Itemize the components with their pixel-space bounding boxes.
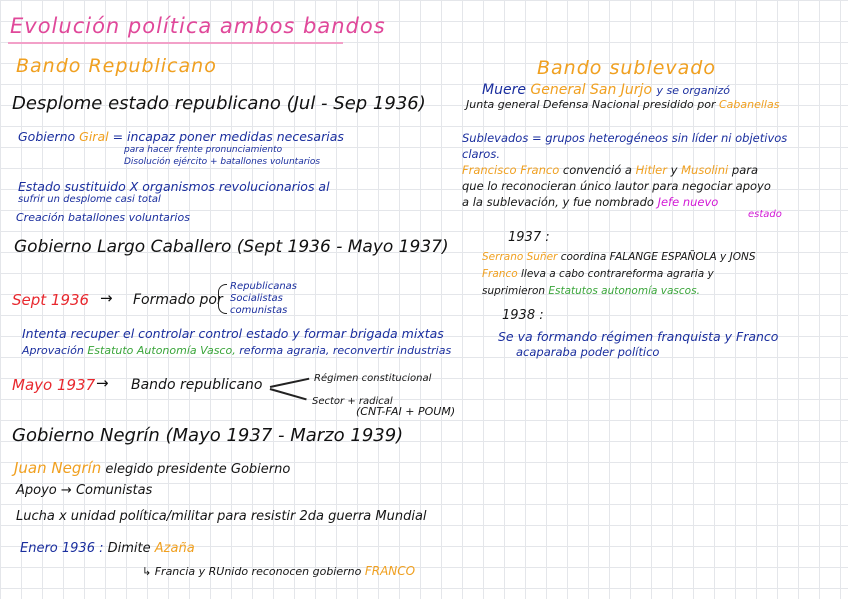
franco-jefe: Jefe nuevo	[657, 195, 719, 209]
francia-text: Francia y RUnido reconocen gobierno	[154, 565, 362, 578]
section-largo-caballero-heading: Gobierno Largo Caballero (Sept 1936 - Mayo 1937)	[14, 237, 449, 257]
giral-sub2: Disolución ejército + batallones voluntarios	[124, 157, 321, 167]
mayo-branch-1: Régimen constitucional	[314, 373, 432, 384]
enero-date: Enero 1936 :	[20, 541, 104, 556]
section-negrin-heading: Gobierno Negrín (Mayo 1937 - Marzo 1939)	[12, 425, 404, 446]
aprobacion-pre: Aprovación	[22, 344, 84, 357]
franco-name: Francisco Franco	[462, 163, 560, 177]
left-header: Bando Republicano	[16, 55, 217, 77]
franco-line3	[462, 196, 718, 209]
franco-t2: para	[731, 163, 759, 177]
apoyo-arrow: →	[60, 483, 72, 498]
giral-sub1: para hacer frente pronunciamiento	[124, 145, 283, 155]
serrano-line	[482, 251, 755, 263]
franco2-line	[482, 268, 714, 280]
sept-item-3: comunistas	[230, 305, 288, 316]
giral-name: Giral	[79, 129, 109, 144]
aprobacion-green: Estatuto Autonomía Vasco,	[87, 344, 236, 357]
sublevados-line1: Sublevados = grupos heterogéneos sin líder ni objetivos	[462, 131, 788, 145]
junta-line	[466, 99, 779, 112]
franco-mussolini: Musolini	[681, 163, 729, 177]
giral-prefix: Gobierno	[18, 129, 76, 144]
negrin-name: Juan Negrín	[14, 459, 102, 477]
regimen-line1: Se va formando régimen franquista y Franco	[498, 329, 779, 344]
aprobacion-line	[22, 345, 451, 358]
section-desplome-heading: Desplome estado republicano (Jul - Sep 1936)	[12, 93, 426, 114]
enero-name: Azaña	[154, 541, 195, 556]
muere-line	[482, 82, 730, 98]
apoyo-line	[16, 484, 152, 499]
title-underline	[8, 42, 343, 44]
mayo-branch-line-2	[270, 388, 307, 400]
right-header: Bando sublevado	[537, 57, 716, 79]
mayo-date: Mayo 1937	[12, 376, 96, 394]
creacion-line: Creación batallones voluntarios	[16, 211, 190, 224]
mayo-arrow: →	[96, 374, 109, 392]
franco-t1: convenció a	[562, 163, 632, 177]
serrano-name: Serrano Suñer	[482, 251, 558, 263]
enero-line	[20, 542, 195, 557]
mayo-branch-2-line2: (CNT-FAI + POUM)	[356, 405, 456, 418]
sublevados-line2: claros.	[462, 147, 500, 161]
sept-text: Formado por	[133, 292, 223, 308]
negrin-text: elegido presidente Gobierno	[105, 462, 291, 477]
year-1938: 1938 :	[502, 308, 544, 323]
lucha-line: Lucha x unidad política/militar para resistir 2da guerra Mundial	[16, 509, 427, 524]
aprobacion-post: reforma agraria, reconvertir industrias	[239, 344, 452, 357]
muere-name: General San Jurjo	[530, 82, 653, 98]
franco2-name: Franco	[482, 268, 518, 280]
suprimieron-text: suprimieron	[482, 285, 546, 297]
junta-name: Cabanellas	[718, 98, 780, 111]
suprimieron-green: Estatutos autonomía vascos.	[548, 285, 700, 297]
franco-line3-text: a la sublevación, y fue nombrado	[462, 195, 654, 209]
mayo-branch-2-line1: Sector + radical	[312, 396, 393, 407]
francia-name: FRANCO	[364, 564, 416, 578]
franco-hitler: Hitler	[635, 163, 667, 177]
enero-text: Dimite	[107, 541, 151, 556]
sept-arrow: →	[100, 289, 113, 307]
serrano-text: coordina FALANGE ESPAÑOLA y JONS	[560, 251, 756, 263]
apoyo-text: Apoyo	[16, 483, 57, 498]
sept-date: Sept 1936	[12, 291, 90, 309]
franco-and: y	[670, 163, 678, 177]
muere-pre: Muere	[482, 82, 526, 98]
sept-item-1: Republicanas	[230, 281, 297, 292]
muere-post: y se organizó	[656, 84, 730, 97]
estado-line1: Estado sustituido X organismos revolucionarios al	[18, 179, 330, 194]
estado-line2: sufrir un desplome casi total	[18, 194, 161, 205]
mayo-text: Bando republicano	[131, 377, 263, 393]
sept-bracket	[218, 284, 227, 314]
franco-line2: que lo reconocieran único lautor para negociar apoyo	[462, 179, 771, 193]
franco2-text: lleva a cabo contrareforma agraria y	[521, 268, 714, 280]
intenta-line: Intenta recuper el controlar control estado y formar brigada mixtas	[22, 326, 444, 341]
suprimieron-line	[482, 285, 700, 297]
franco-line1	[462, 164, 758, 177]
junta-text: Junta general Defensa Nacional presidido por	[466, 98, 716, 111]
year-1937: 1937 :	[508, 230, 550, 245]
francia-line	[142, 565, 415, 579]
giral-text: = incapaz poner medidas necesarias	[112, 129, 344, 144]
mayo-branch-line-1	[270, 378, 309, 388]
franco-estado: estado	[748, 209, 782, 220]
negrin-line	[14, 460, 290, 478]
sept-item-2: Socialistas	[230, 293, 283, 304]
regimen-line2: acaparaba poder político	[516, 345, 660, 359]
apoyo-value: Comunistas	[75, 483, 153, 498]
page-title: Evolución política ambos bandos	[10, 14, 386, 38]
giral-line	[18, 130, 344, 144]
francia-arrow: ↳	[142, 565, 152, 578]
